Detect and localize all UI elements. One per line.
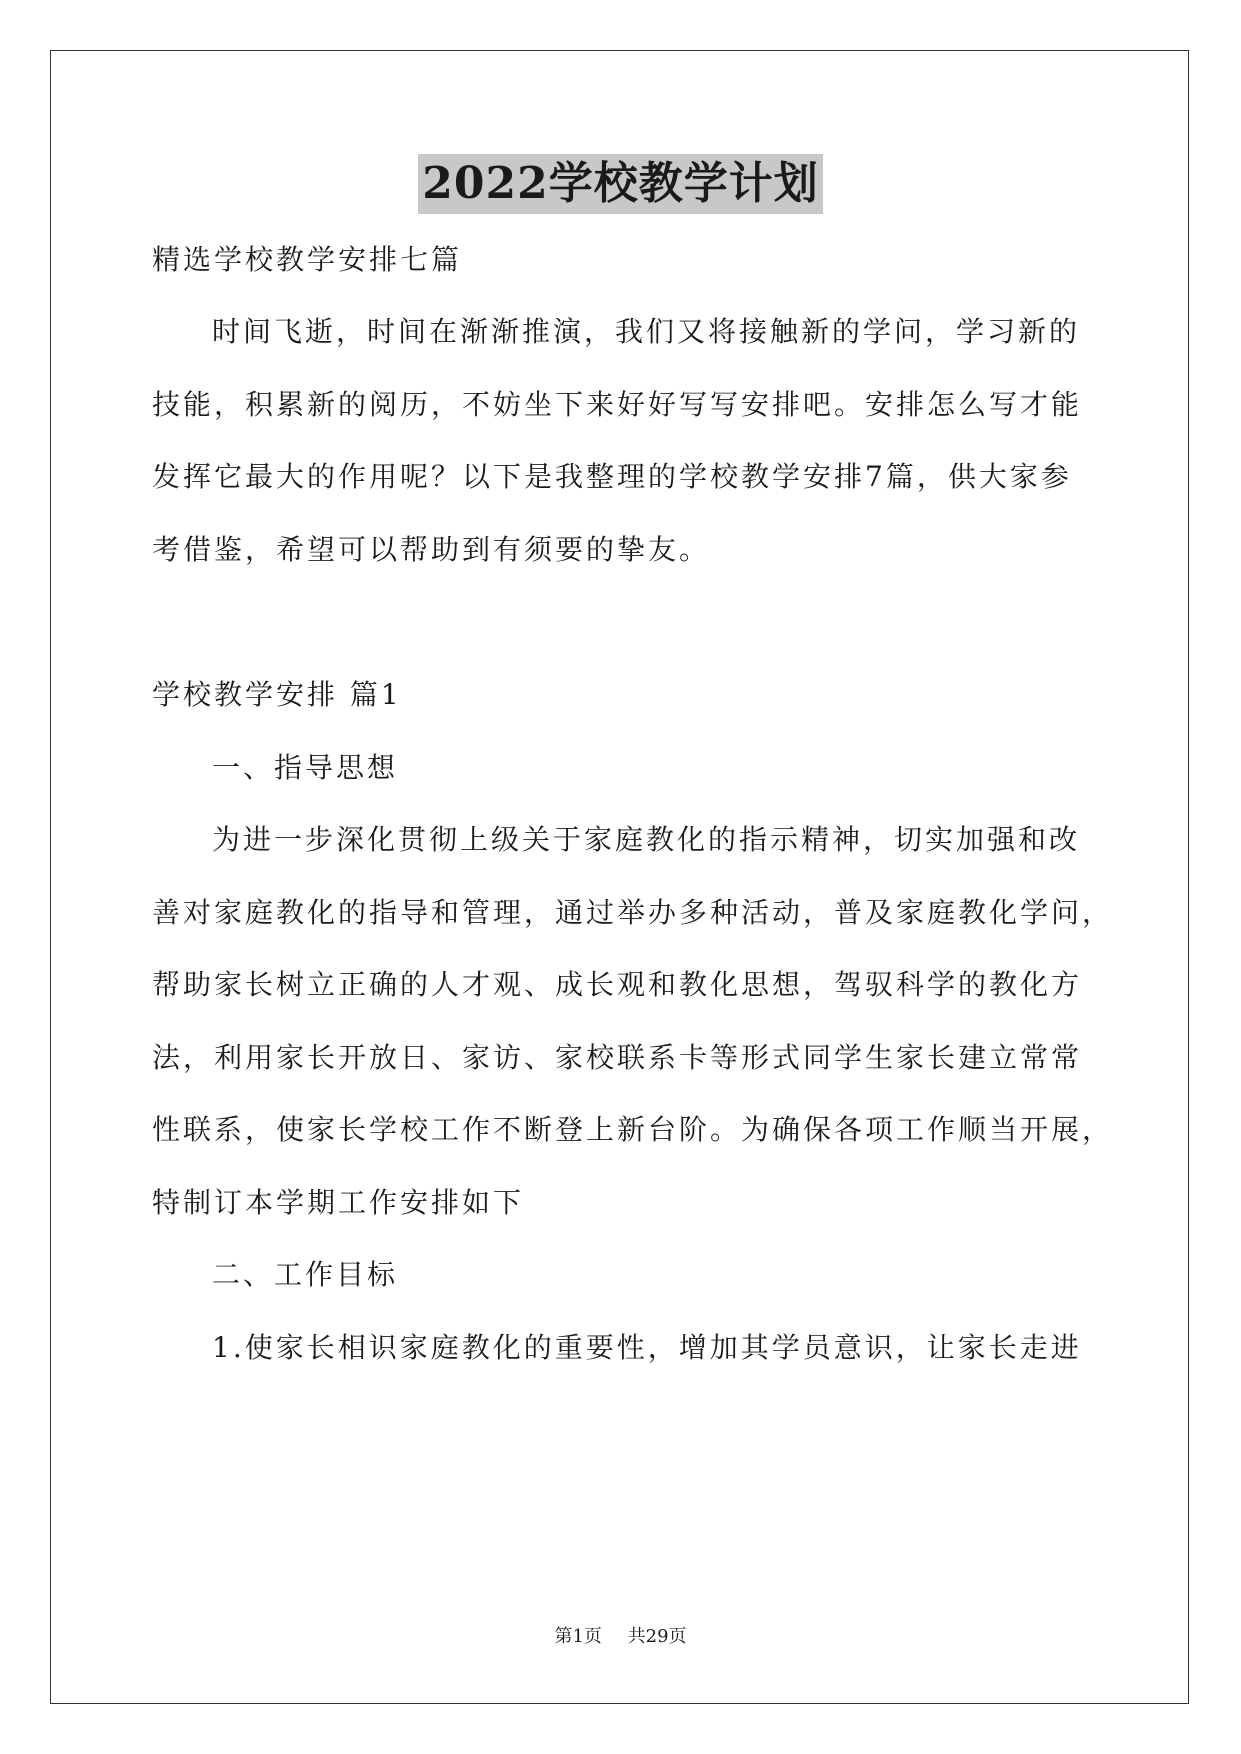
subtitle: 精选学校教学安排七篇 [152, 243, 463, 276]
paragraph-line: 时间飞逝，时间在渐渐推演，我们又将接触新的学问，学习新的 [212, 315, 1081, 348]
paragraph-line: 技能，积累新的阅历，不妨坐下来好好写写安排吧。安排怎么写才能 [152, 388, 1083, 421]
paragraph-line: 性联系，使家长学校工作不断登上新台阶。为确保各项工作顺当开展， [152, 1113, 1114, 1146]
paragraph-line: 考借鉴，希望可以帮助到有须要的挚友。 [152, 533, 711, 566]
page-total: 共29页 [627, 1626, 687, 1647]
page-border [50, 50, 1189, 1704]
page-footer [0, 1625, 1241, 1649]
paragraph-line: 善对家庭教化的指导和管理，通过举办多种活动，普及家庭教化学问， [152, 896, 1114, 929]
page-number: 第1页 [554, 1626, 602, 1647]
paragraph-line: 法，利用家长开放日、家访、家校联系卡等形式同学生家长建立常常 [152, 1041, 1083, 1074]
paragraph-line: 1.使家长相识家庭教化的重要性，增加其学员意识，让家长走进 [212, 1331, 1082, 1364]
paragraph-line: 为进一步深化贯彻上级关于家庭教化的指示精神，切实加强和改 [212, 823, 1081, 856]
paragraph-line: 特制订本学期工作安排如下 [152, 1186, 525, 1219]
subsection-heading: 一、指导思想 [212, 751, 399, 784]
section-heading: 学校教学安排 篇1 [152, 678, 402, 711]
paragraph-line: 帮助家长树立正确的人才观、成长观和教化思想，驾驭科学的教化方 [152, 968, 1083, 1001]
paragraph-line: 发挥它最大的作用呢？以下是我整理的学校教学安排7篇，供大家参 [152, 460, 1072, 493]
document-title: 2022学校教学计划 [418, 154, 822, 214]
subsection-heading: 二、工作目标 [212, 1258, 399, 1291]
